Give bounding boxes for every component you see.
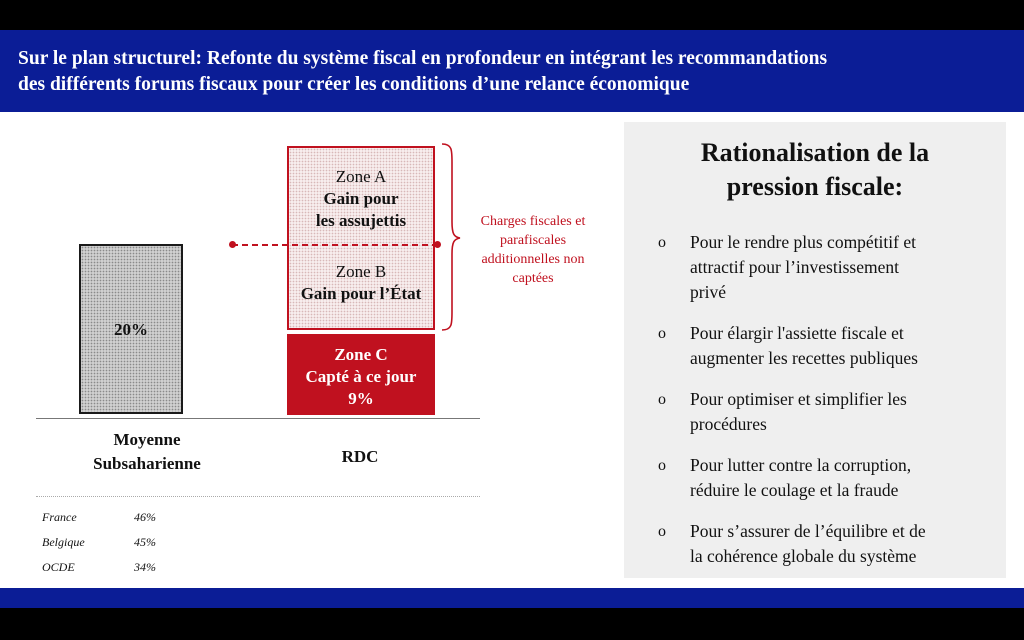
bullet-item	[658, 321, 988, 371]
footer-bar	[0, 588, 1024, 608]
bullet-line: augmenter les recettes publiques	[690, 348, 918, 368]
bullet-line: privé	[690, 282, 726, 302]
rationalisation-panel	[624, 122, 1006, 578]
bullet-line: Pour s’assurer de l’équilibre et de	[690, 521, 926, 541]
bullet-item	[658, 519, 988, 569]
bullet-line: la cohérence globale du système	[690, 546, 917, 566]
bullet-list	[658, 230, 988, 585]
brace-note-line1: Charges fiscales et	[480, 214, 586, 229]
x-label-average	[60, 428, 234, 476]
zone-c-value: 9%	[348, 389, 374, 408]
zone-c-line1: Capté à ce jour	[305, 367, 417, 386]
zone-c-label: Zone C	[334, 345, 388, 364]
bullet-marker-icon: o	[658, 391, 666, 408]
zone-a-text	[289, 166, 433, 232]
average-bar	[79, 244, 183, 414]
zone-c-box	[287, 334, 435, 415]
zone-a-line2: les assujettis	[315, 211, 407, 230]
reference-name: Belgique	[42, 535, 85, 549]
reference-name: France	[42, 510, 77, 524]
bullet-marker-icon: o	[658, 325, 666, 342]
zone-ab-box	[287, 146, 435, 330]
bullet-item	[658, 387, 988, 437]
x-label-rdc	[300, 445, 420, 469]
x-label-average-line1: Moyenne	[113, 430, 181, 449]
zone-a-line1: Gain pour	[323, 189, 399, 208]
bullet-item	[658, 230, 988, 305]
x-label-average-line2: Subsaharienne	[93, 454, 201, 473]
reference-value: 45%	[134, 535, 156, 549]
reference-separator	[36, 496, 480, 497]
x-label-rdc-text: RDC	[341, 447, 379, 466]
panel-title-line1: Rationalisation de la	[700, 138, 930, 167]
brace-note-line4: captées	[512, 271, 554, 286]
average-bar-value: 20%	[114, 320, 148, 339]
bullet-line: attractif pour l’investissement	[690, 257, 899, 277]
zone-a-label: Zone A	[335, 167, 387, 186]
panel-title	[624, 136, 1006, 204]
reference-name: OCDE	[42, 560, 75, 574]
bullet-item	[658, 453, 988, 503]
bullet-line: Pour élargir l'assiette fiscale et	[690, 323, 904, 343]
bullet-marker-icon: o	[658, 457, 666, 474]
bullet-line: réduire le coulage et la fraude	[690, 480, 899, 500]
bullet-line: Pour le rendre plus compétitif et	[690, 232, 916, 252]
bullet-line: procédures	[690, 414, 767, 434]
zone-b-label: Zone B	[335, 262, 387, 281]
panel-title-line2: pression fiscale:	[726, 172, 904, 201]
bullet-line: Pour optimiser et simplifier les	[690, 389, 907, 409]
slide-title-line2: des différents forums fiscaux pour créer les conditions d’une relance économique	[18, 74, 690, 95]
brace-note-line3: additionnelles non	[481, 252, 585, 267]
header-banner	[0, 30, 1024, 112]
brace-note-line2: parafiscales	[499, 233, 567, 248]
chart-baseline	[36, 418, 480, 419]
bullet-line: Pour lutter contre la corruption,	[690, 455, 912, 475]
brace-note	[466, 212, 600, 288]
slide	[0, 30, 1024, 608]
dashed-line-start-dot	[229, 241, 236, 248]
bullet-marker-icon: o	[658, 234, 666, 251]
reference-value: 46%	[134, 510, 156, 524]
brace-icon	[440, 142, 462, 332]
slide-title	[18, 46, 1018, 98]
bullet-marker-icon: o	[658, 523, 666, 540]
slide-title-line1: Sur le plan structurel: Refonte du système fiscal en profondeur en intégrant les recommandations	[18, 48, 828, 69]
comparison-dashed-line	[232, 244, 438, 246]
zone-b-text	[289, 261, 433, 305]
zone-b-line1: Gain pour l’État	[300, 284, 422, 303]
reference-value: 34%	[134, 560, 156, 574]
